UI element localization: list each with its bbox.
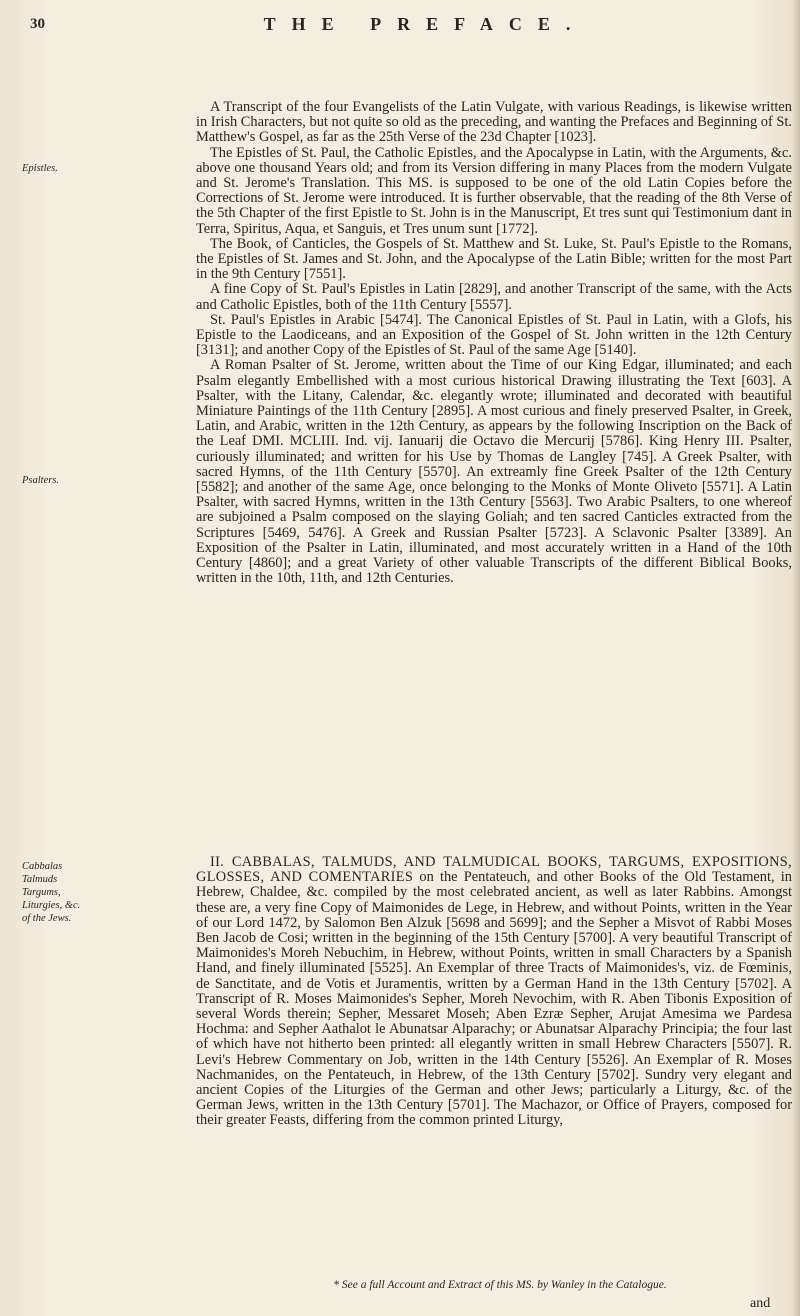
margin-note-epistles: Epistles. [22, 163, 58, 174]
section-heading: II. CABBALAS, TALMUDS, AND TALMUDICAL BOOKS, TARGUMS, EXPOSITIONS, GLOSSES, AND COMENTARIES [196, 854, 792, 886]
paragraph-canticles: The Book, of Canticles, the Gospels of St. Matthew and St. Luke, St. Paul's Epistle to the Romans, the Epistles of St. James and St. John, and the Apocalypse of the Latin Bible; written for the most Part in the 9th Century [7551]. [196, 235, 792, 283]
paragraph-irish-evangelists: A Transcript of the four Evangelists of the Latin Vulgate, with various Readings, is likewise written in Irish Characters, but not quite so old as the preceding, and wanting the Prefaces and Beginning of St. Matthew's Gospel, as far as the 25th Verse of the 23d Chapter [1023]. [196, 99, 792, 146]
main-text-block [196, 100, 792, 587]
catchword: and [750, 1296, 771, 1311]
paragraph-psalters: A Roman Psalter of St. Jerome, written about the Time of our King Edgar, illuminated; and each Psalm elegantly Embellished with a most curious historical Drawing illustrating the Text [603]. A Psalter, with the Litany, Calendar, &c. elegantly wrote; illuminated and decorated with beautiful Miniature Paintings of the 11th Century [2895]. A most curious and finely preserved Psalter, in Greek, Latin, and Arabic, written in the 12th Century, as appears by the following Inscription on the Back of the Leaf DMI. MCLIII. Ind. vij. Ianuarij die Octavo die Mercurij [5786]. King Henry III. Psalter, curiously illuminated; and written for his Use by Thomas de Langley [745]. A Greek Psalter, with sacred Hymns, of the 11th Century [5570]. An extreamly fine Greek Psalter of the 12th Century [5582]; and another of the same Age, once belonging to the Monks of Monte Oliveto [5571]. A Latin Psalter, with sacred Hymns, written in the 13th Century [5563]. Two Arabic Psalters, to one whereof are subjoined a Psalm composed on the slaying Goliah; and ten sacred Canticles extracted from the Scriptures [5469, 5476]. A Greek and Russian Psalter [5723]. A Sclavonic Psalter [3389]. An Exposition of the Psalter in Latin, illuminated, and most accurately written in a Hand of the 10th Century [4860]; and a great Variety of other valuable Transcripts of the different Biblical Books, written in the 10th, 11th, and 12th Centuries. [196, 357, 792, 587]
paragraph-epistles-latin: The Epistles of St. Paul, the Catholic Epistles, and the Apocalypse in Latin, with the Arguments, &c. above one thousand Years old; and from its Version differing in many Places from the modern Vulgate and St. Jerome's Translation. This MS. is supposed to be one of the old Latin Copies before the Corrections of St. Jerome were introduced. It is further observable, that the reading of the 8th Verse of the 5th Chapter of the first Epistle to St. John is in the Manuscript, Et tres sunt qui Testimonium dant in Terra, Spiritus, Aqua, et Sanguis, et Tres unum sunt [1772]. [196, 144, 792, 237]
page-edge-shadow [792, 0, 800, 1316]
paragraph-paul-epistles: A fine Copy of St. Paul's Epistles in Latin [2829], and another Transcript of the same, with the Acts and Catholic Epistles, both of the 11th Century [5557]. [196, 281, 792, 313]
section-two-block [196, 855, 792, 1129]
margin-note-psalters: Psalters. [22, 475, 60, 486]
paragraph-arabic-epistles: St. Paul's Epistles in Arabic [5474]. The Canonical Epistles of St. Paul in Latin, with a Glofs, his Epistle to the Laodiceans, and an Exposition of the Gospel of St. John written in the 12th Century [3131]; and another Copy of the Epistles of St. Paul of the same Age [5140]. [196, 311, 792, 359]
footnote: * See a full Account and Extract of this MS. by Wanley in the Catalogue. [333, 1279, 667, 1291]
margin-note-cabbalas: Cabbalas Talmuds Targums, Liturgies, &c. of the Jews. [22, 861, 81, 924]
paragraph-cabbalas [196, 855, 792, 1129]
paragraph-cabbalas-text: on the Pentateuch, and other Books of the Old Testament, in Hebrew, Chaldee, &c. compiled by the most celebrated ancient, as well as later Rabbins. Amongst these are, a very fine Copy of Maimonides de Lege, in Hebrew, and without Points, written in the Year of our Lord 1472, by Salomon Ben Alzuk [5698 and 5699]; and the Sepher a Misvot of Rabbi Moses Ben Jacob de Cosi; written in the beginning of the 15th Century [5700]. A very beautiful Transcript of Maimonides's Moreh Nebuchim, in Hebrew, without Points, written in small Characters by a Spanish Hand, and finely illuminated [5525]. An Exemplar of three Tracts of Maimonides's, viz. de Fœminis, de Sanctitate, and de Votis et Juramentis, written by a German Hand in the 13th Century [5702]. A Transcript of R. Moses Maimonides's Sepher, Moreh Nevochim, with R. Aben Tibonis Exposition of several Words therein; Sepher, Messaret Moseh; Aben Ezræ Sepher, Arujat Amesima we Pardesa Hochma: and Sepher Aathalot le Abunatsar Alparachy; or Abunatsar Alparachy Principia; the four last of which have not hitherto been printed: all elegantly written in small Hebrew Characters [5507]. R. Levi's Hebrew Commentary on Job, written in the 14th Century [5526]. An Exemplar of R. Moses Nachmanides, on the Pentateuch, in Hebrew, of the 13th Century [5702]. Sundry very elegant and ancient Copies of the Liturgies of the German and other Jews; particularly a Liturgy, &c. of the German Jews, written in the 13th Century [5701]. The Machazor, or Office of Prayers, composed for their greater Feasts, differing from the common printed Liturgy, [196, 869, 792, 1129]
running-head: THE PREFACE. [263, 14, 587, 34]
page-number: 30 [30, 16, 45, 32]
